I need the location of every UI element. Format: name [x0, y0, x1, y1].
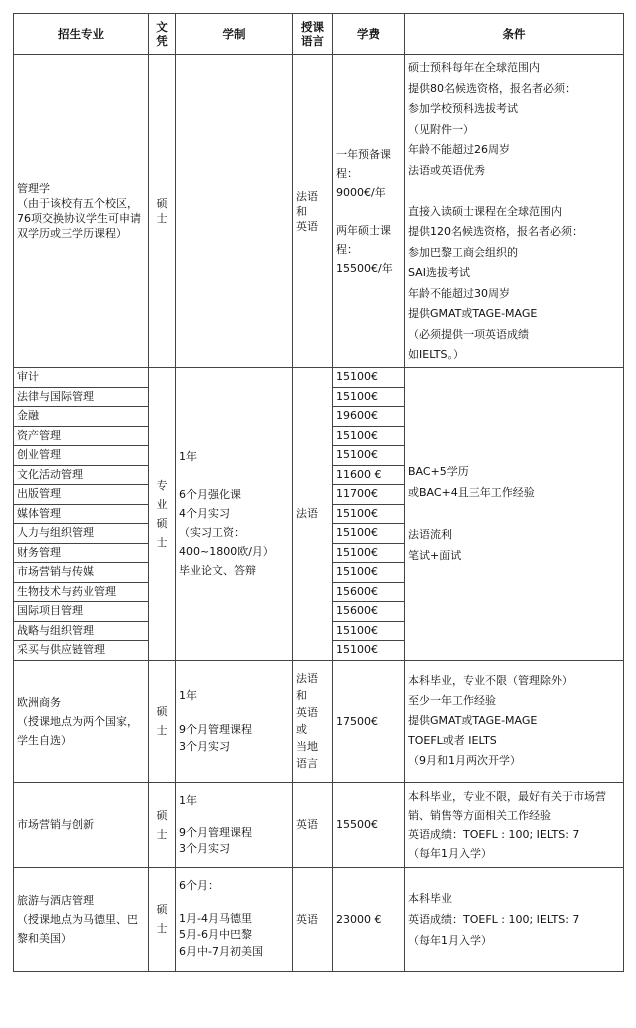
header-fee: 学费: [333, 14, 405, 55]
program-name: 媒体管理: [14, 504, 149, 524]
european-duration: 1年 9个月管理课程 3个月实习: [176, 660, 293, 782]
header-duration: 学制: [176, 14, 293, 55]
program-name: 人力与组织管理: [14, 524, 149, 544]
tourism-conditions: 本科毕业 英语成绩：TOEFL : 100; IELTS: 7 （每年1月入学）: [405, 867, 624, 971]
header-conditions: 条件: [405, 14, 624, 55]
program-fee: 11700€: [333, 485, 405, 505]
header-language: 授课语言: [293, 14, 333, 55]
program-fee: 15100€: [333, 543, 405, 563]
specialized-group: [14, 368, 624, 661]
program-name: 金融: [14, 407, 149, 427]
european-conditions: 本科毕业，专业不限（管理除外） 至少一年工作经验 提供GMAT或TAGE-MAGE TOEFL或者 IELTS （9月和1月两次开学）: [405, 660, 624, 782]
european-major: 欧洲商务 （授课地点为两个国家，学生自选）: [14, 660, 149, 782]
program-fee: 15100€: [333, 426, 405, 446]
management-row: [14, 55, 624, 368]
european-degree: 硕 士: [149, 660, 176, 782]
tourism-language: 英语: [293, 867, 333, 971]
program-fee: 15100€: [333, 563, 405, 583]
header-row: [14, 14, 624, 55]
program-fee: 15100€: [333, 621, 405, 641]
management-degree: 硕 士: [149, 55, 176, 368]
marketing-conditions: 本科毕业，专业不限，最好有关于市场营销、销售等方面相关工作经验 英语成绩：TOEFL : 100; IELTS: 7 （每年1月入学）: [405, 782, 624, 867]
specialized-program-row: [14, 368, 624, 388]
program-name: 战略与组织管理: [14, 621, 149, 641]
marketing-degree: 硕 士: [149, 782, 176, 867]
marketing-major: 市场营销与创新: [14, 782, 149, 867]
program-fee: 15100€: [333, 504, 405, 524]
program-fee: 19600€: [333, 407, 405, 427]
management-fee: 一年预备课程： 9000€/年 两年硕士课程： 15500€/年: [333, 55, 405, 368]
header-major: 招生专业: [14, 14, 149, 55]
program-name: 创业管理: [14, 446, 149, 466]
management-major: 管理学 （由于该校有五个校区，76项交换协议学生可申请双学历或三学历课程）: [14, 55, 149, 368]
program-name: 文化活动管理: [14, 465, 149, 485]
program-fee: 15100€: [333, 368, 405, 388]
european-row: [14, 660, 624, 782]
management-duration: [176, 55, 293, 368]
program-fee: 15600€: [333, 602, 405, 622]
program-name: 财务管理: [14, 543, 149, 563]
management-language: 法语 和 英语: [293, 55, 333, 368]
tourism-fee: 23000 €: [333, 867, 405, 971]
tourism-degree: 硕 士: [149, 867, 176, 971]
program-fee: 15100€: [333, 446, 405, 466]
tourism-duration: 6个月： 1月-4月马德里 5月-6月中巴黎 6月中-7月初美国: [176, 867, 293, 971]
program-name: 法律与国际管理: [14, 387, 149, 407]
program-table: [13, 13, 624, 972]
program-fee: 15100€: [333, 524, 405, 544]
program-name: 资产管理: [14, 426, 149, 446]
marketing-duration: 1年 9个月管理课程 3个月实习: [176, 782, 293, 867]
specialized-language: 法语: [293, 368, 333, 661]
program-name: 国际项目管理: [14, 602, 149, 622]
specialized-conditions: BAC+5学历 或BAC+4且三年工作经验 法语流利 笔试+面试: [405, 368, 624, 661]
program-name: 市场营销与传媒: [14, 563, 149, 583]
program-fee: 11600 €: [333, 465, 405, 485]
program-fee: 15100€: [333, 641, 405, 661]
program-name: 生物技术与药业管理: [14, 582, 149, 602]
program-name: 审计: [14, 368, 149, 388]
specialized-degree: 专 业 硕 士: [149, 368, 176, 661]
management-conditions: 硕士预科每年在全球范围内 提供80名候选资格，报名者必须： 参加学校预科选拔考试 （见附件一） 年龄不能超过26周岁 法语或英语优秀 直接入读硕士课程在全球范围内 提供120名候选资格，报名者必须： 参加巴黎工商会组织的 SAI选拔考试 年龄不能超过30周岁 提供GMAT或TAGE-MAGE （必须提供一项英语成绩 如IELTS。）: [405, 55, 624, 368]
program-name: 出版管理: [14, 485, 149, 505]
tourism-row: [14, 867, 624, 971]
marketing-language: 英语: [293, 782, 333, 867]
european-language: 法语 和 英语 或 当地 语言: [293, 660, 333, 782]
program-name: 采买与供应链管理: [14, 641, 149, 661]
tourism-major: 旅游与酒店管理 （授课地点为马德里、巴黎和美国）: [14, 867, 149, 971]
marketing-fee: 15500€: [333, 782, 405, 867]
marketing-row: [14, 782, 624, 867]
header-degree: 文凭: [149, 14, 176, 55]
program-fee: 15600€: [333, 582, 405, 602]
program-fee: 15100€: [333, 387, 405, 407]
specialized-duration: 1年 6个月强化课 4个月实习 （实习工资： 400~1800欧/月） 毕业论文、答辩: [176, 368, 293, 661]
european-fee: 17500€: [333, 660, 405, 782]
